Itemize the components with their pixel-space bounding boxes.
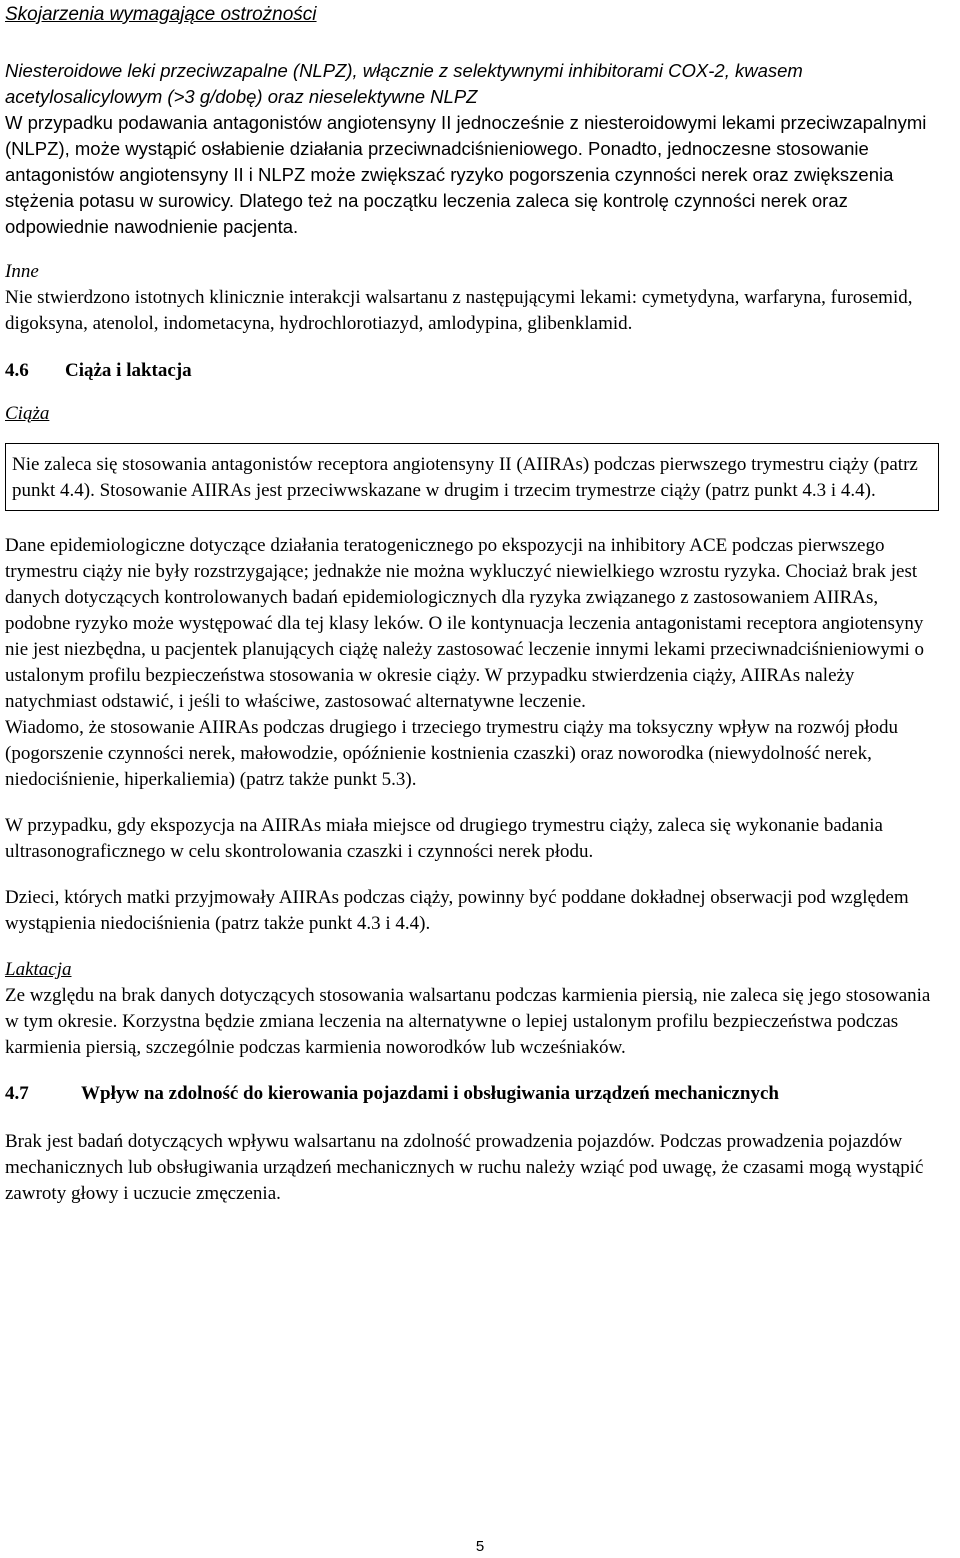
ciaza-paragraph-3: W przypadku, gdy ekspozycja na AIIRAs miała miejsce od drugiego trymestru ciąży, zaleca się wykonanie badania ultrasonograficznego w celu skontrolowania czaszki i czynności nerek płodu. [5,815,883,862]
inne-label: Inne [5,261,39,282]
section-4-7-number: 4.7 [5,1083,29,1104]
ciaza-boxed-warning [5,443,939,511]
inne-text: Nie stwierdzono istotnych klinicznie interakcji walsartanu z następującymi lekami: cymetydyna, warfaryna, furosemid, digoksyna, atenolol, indometacyna, hydrochlorotiazyd, amlodypina, glibenklamid. [5,287,913,334]
ciaza-paragraph-1: Dane epidemiologiczne dotyczące działania teratogenicznego po ekspozycji na inhibitory ACE podczas pierwszego trymestru ciąży nie były rozstrzygające; jednakże nie można wykluczyć niewielkiego wzrostu ryzyka. Chociaż brak jest danych dotyczących kontrolowanych badań epidemiologicznych dla ryzyka związanego z zastosowaniem AIIRAs, podobne ryzyko może występować dla tej klasy leków. O ile kontynuacja leczenia antagonistami receptora angiotensyny nie jest niezbędna, u pacjentek planujących ciążę należy zastosować leczenie innymi lekami przeciwnadciśnieniowymi o ustalonym profilu bezpieczeństwa stosowania w okresie ciąży. W przypadku stwierdzenia ciąży, AIIRAs należy natychmiast odstawić, i jeśli to właściwe, zastosować alternatywne leczenie. [5,535,924,712]
nlpz-text: W przypadku podawania antagonistów angiotensyny II jednocześnie z niesteroidowymi lekami przeciwzapalnymi (NLPZ), może wystąpić osłabienie działania przeciwnadciśnieniowego. Ponadto, jednoczesne stosowanie antagonistów angiotensyny II i NLPZ może zwiększać ryzyko pogorszenia czynności nerek oraz zwiększenia stężenia potasu w surowicy. Dlatego też na początku leczenia zaleca się kontrolę czynności nerek oraz odpowiednie nawodnienie pacjenta. [5,112,927,237]
ciaza-label: Ciąża [5,403,50,424]
section-4-7-heading [5,1081,940,1107]
section-4-7-title: Wpływ na zdolność do kierowania pojazdami i obsługiwania urządzeń mechanicznych [81,1083,779,1104]
nlpz-heading: Niesteroidowe leki przeciwzapalne (NLPZ), włącznie z selektywnymi inhibitorami COX-2, kwasem acetylosalicylowym (>3 g/dobę) oraz nieselektywne NLPZ [5,60,803,107]
ciaza-boxed-text: Nie zaleca się stosowania antagonistów receptora angiotensyny II (AIIRAs) podczas pierwszego trymestru ciąży (patrz punkt 4.4). Stosowanie AIIRAs jest przeciwwskazane w drugim i trzecim trymestrze ciąży (patrz punkt 4.3 i 4.4). [12,454,918,501]
ciaza-paragraph-4: Dzieci, których matki przyjmowały AIIRAs podczas ciąży, powinny być poddane dokładnej obserwacji pod względem wystąpienia niedociśnienia (patrz także punkt 4.3 i 4.4). [5,887,909,934]
laktacja-text: Ze względu na brak danych dotyczących stosowania walsartanu podczas karmienia piersią, nie zaleca się jego stosowania w tym okresie. Korzystna będzie zmiana leczenia na alternatywne o lepiej ustalonym profilu bezpieczeństwa podczas karmienia piersią, szczególnie podczas karmienia noworodków lub wcześniaków. [5,985,931,1058]
laktacja-label: Laktacja [5,959,72,980]
section-title: Skojarzenia wymagające ostrożności [5,4,317,25]
document-page [5,0,940,1207]
ciaza-paragraph-2: Wiadomo, że stosowanie AIIRAs podczas drugiego i trzeciego trymestru ciąży ma toksyczny wpływ na rozwój płodu (pogorszenie czynności nerek, małowodzie, opóźnienie kostnienia czaszki) oraz noworodka (niewydolność nerek, niedociśnienie, hiperkaliemia) (patrz także punkt 5.3). [5,717,899,790]
nlpz-block [5,58,940,240]
section-4-6-title: Ciąża i laktacja [65,360,192,381]
page-number: 5 [475,1538,485,1555]
section-4-6-heading [5,358,940,384]
section-4-6-number: 4.6 [5,360,29,381]
section-4-7-text: Brak jest badań dotyczących wpływu walsartanu na zdolność prowadzenia pojazdów. Podczas prowadzenia pojazdów mechanicznych lub obsługiwania urządzeń mechanicznych w ruchu należy wziąć pod uwagę, że czasami mogą wystąpić zawroty głowy i uczucie zmęczenia. [5,1131,924,1204]
inne-block [5,259,940,337]
